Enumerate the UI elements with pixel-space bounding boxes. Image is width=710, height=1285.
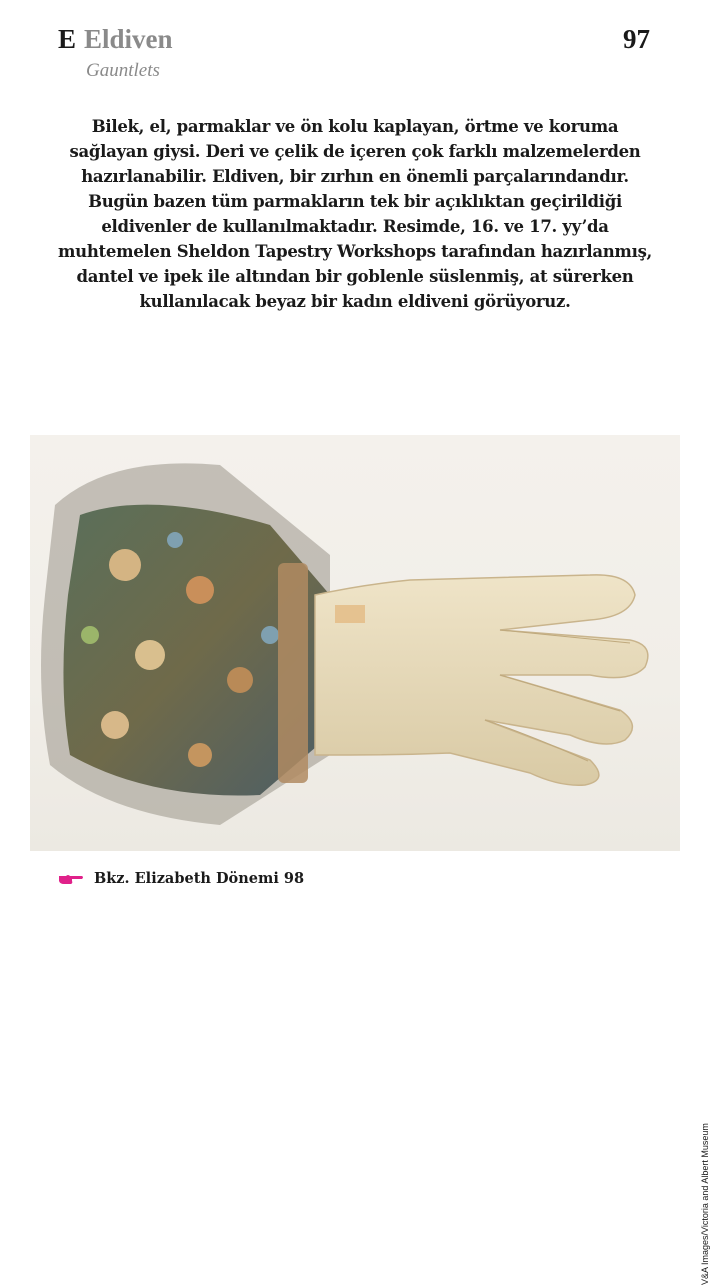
page-subtitle: Gauntlets (86, 60, 160, 81)
page-number: 97 (623, 24, 650, 54)
photo-credit: V&A Images/Victoria and Albert Museum (700, 1123, 710, 1285)
header-letter: E (58, 24, 77, 54)
glove-illustration (30, 435, 680, 851)
body-paragraph: Bilek, el, parmaklar ve ön kolu kaplayan, örtme ve koruma sağlayan giysi. Deri ve çelik de içeren çok farklı malzemelerden hazırlanabilir. Eldiven, bir zırhın en önemli parçalarındandır. Bugün bazen tüm parmakların tek bir açıklıktan geçirildiği eldivenler de kullanılmaktadır. Resimde, 16. ve 17. yy’da muhtemelen Sheldon Tapestry Workshops tarafından hazırlanmış, dantel ve ipek ile altından bir goblenle süslenmiş, at sürerken kullanılacak beyaz bir kadın eldiveni görüyoruz. (58, 117, 652, 311)
see-also-link[interactable]: Bkz. Elizabeth Dönemi 98 (94, 870, 305, 887)
see-also[interactable] (58, 870, 304, 887)
pointing-hand-icon (58, 872, 84, 886)
page-title: Eldiven (84, 24, 173, 54)
